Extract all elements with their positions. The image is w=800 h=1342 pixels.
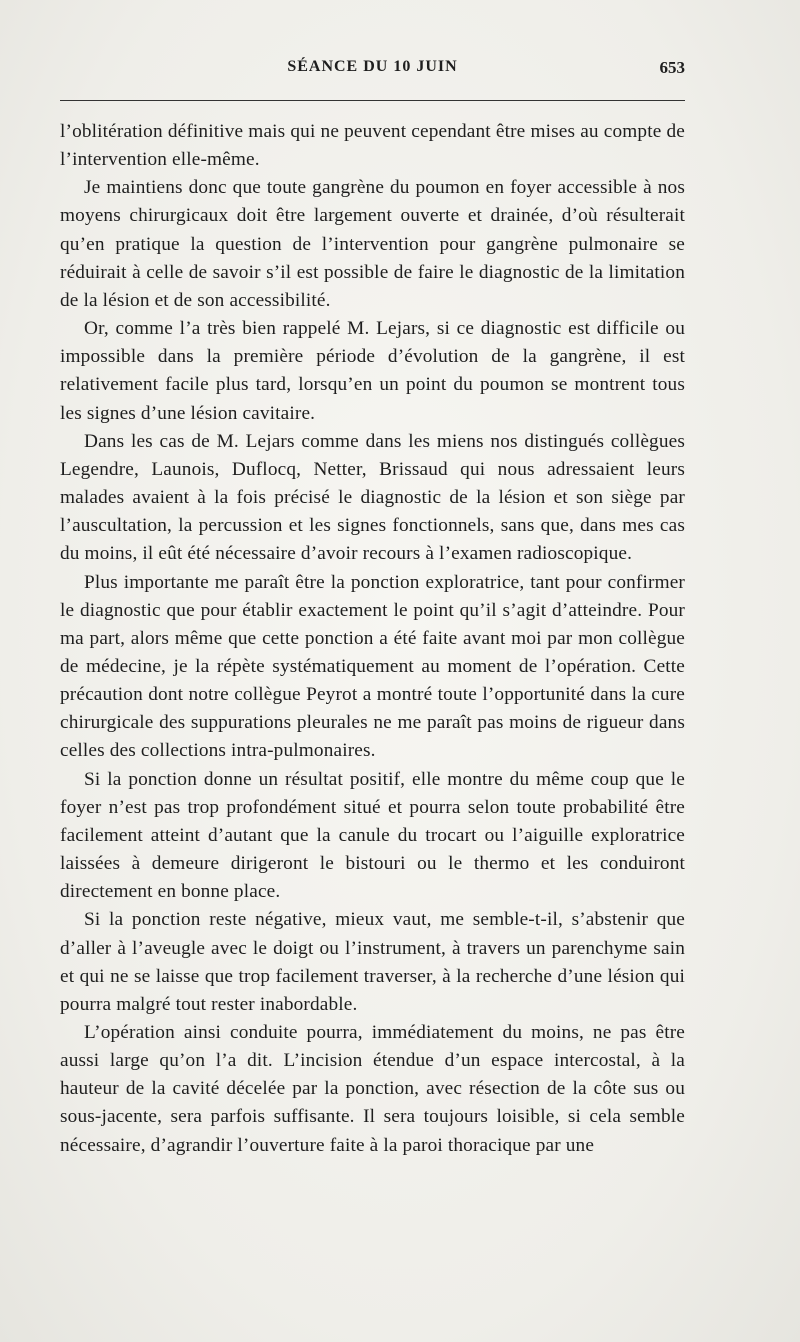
paragraph: Plus importante me paraît être la ponction exploratrice, tant pour confirmer le diagnostic que pour établir exactement le point qu’il s’agit d’atteindre. Pour ma part, alors même que cette ponction a été faite avant moi par mon collègue de médecine, je la répète systématiquement au moment de l’opération. Cette précaution dont notre collègue Peyrot a montré toute l’opportunité dans la cure chirurgicale des suppurations pleurales ne me paraît pas moins de rigueur dans celles des collections intra-pulmonaires. — [60, 571, 685, 762]
running-title: SÉANCE DU 10 JUIN — [287, 58, 458, 75]
paragraph: L’opération ainsi conduite pourra, immédiatement du moins, ne pas être aussi large qu’on l’a dit. L’incision étendue d’un espace intercostal, à la hauteur de la cavité décelée par la ponction, avec résection de la côte sus ou sous-jacente, sera parfois suffisante. Il sera toujours loisible, si cela semble nécessaire, d’agrandir l’ouverture faite à la paroi thoracique par une — [60, 1022, 685, 1156]
running-head — [60, 58, 685, 88]
body-text — [60, 118, 685, 1160]
paragraph-continued: l’oblitération définitive mais qui ne peuvent cependant être mises au compte de l’intervention elle-même. — [60, 121, 685, 171]
paragraph: Si la ponction donne un résultat positif, elle montre du même coup que le foyer n’est pas trop profondément situé et pourra selon toute probabilité être facilement atteint d’autant que la canule du trocart ou l’aiguille exploratrice laissées à demeure dirigeront le bistouri ou le thermo et les conduiront directement en bonne place. — [60, 768, 685, 903]
paragraph: Si la ponction reste négative, mieux vaut, me semble-t-il, s’abstenir que d’aller à l’aveugle avec le doigt ou l’instrument, à travers un parenchyme sain et qui ne se laisse que trop facilement traverser, à la recherche d’une lésion qui pourra malgré tout rester inabordable. — [60, 909, 685, 1015]
document-page — [60, 58, 685, 1328]
paragraph: Or, comme l’a très bien rappelé M. Lejars, si ce diagnostic est difficile ou impossible dans la première période d’évolution de la gangrène, il est relativement facile plus tard, lorsqu’en un point du poumon se montrent tous les signes d’une lésion cavitaire. — [60, 318, 685, 424]
paragraph: Dans les cas de M. Lejars comme dans les miens nos distingués collègues Legendre, Launois, Duflocq, Netter, Brissaud qui nous adressaient leurs malades avaient à la fois précisé le diagnostic de la lésion et son siège par l’auscultation, la percussion et les signes fonctionnels, sans que, dans mes cas du moins, il eût été nécessaire d’avoir recours à l’examen radioscopique. — [60, 430, 685, 565]
header-rule — [60, 100, 685, 101]
page-number: 653 — [659, 58, 685, 77]
paragraph: Je maintiens donc que toute gangrène du poumon en foyer accessible à nos moyens chirurgicaux doit être largement ouverte et drainée, d’où résulterait qu’en pratique la question de l’intervention pour gangrène pulmonaire se réduirait à celle de savoir s’il est possible de faire le diagnostic de la limitation de la lésion et de son accessibilité. — [60, 177, 685, 311]
